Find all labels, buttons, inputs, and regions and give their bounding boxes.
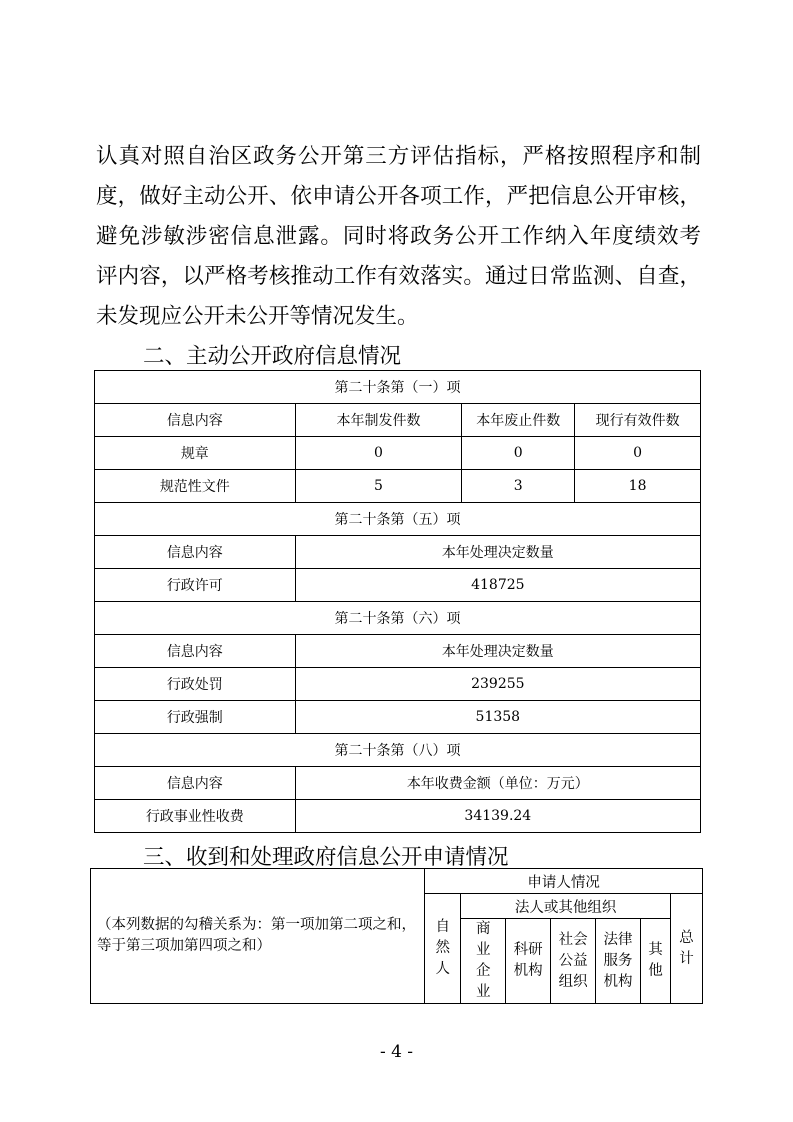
legal-col-label: 法律服务机构 <box>603 931 633 990</box>
body-paragraph <box>96 137 701 337</box>
table-cell: 3 <box>462 470 575 503</box>
header-cell: 信息内容 <box>95 536 296 569</box>
paragraph-line: 评内容，以严格考核推动工作有效落实。通过日常监测、自查， <box>96 264 701 289</box>
legal-col-header <box>641 919 671 1004</box>
table-header-row <box>95 635 701 668</box>
legal-entity-header: 法人或其他组织 <box>461 894 671 919</box>
row-label: 行政事业性收费 <box>95 800 296 833</box>
table-cell: 418725 <box>295 569 700 602</box>
natural-person-label: 自然人 <box>435 919 451 978</box>
section-2-heading: 二、主动公开政府信息情况 <box>143 344 402 369</box>
total-label: 总计 <box>679 929 694 967</box>
header-cell: 信息内容 <box>95 404 296 437</box>
header-cell: 本年处理决定数量 <box>295 536 700 569</box>
legal-col-label: 科研机构 <box>513 942 543 980</box>
table-cell: 51358 <box>295 701 700 734</box>
page-number: - 4 - <box>379 1042 414 1062</box>
note-cell: （本列数据的勾稽关系为：第一项加第二项之和，等于第三项加第四项之和） <box>91 869 425 1004</box>
table-row <box>95 701 701 734</box>
paragraph-line: 避免涉敏涉密信息泄露。同时将政务公开工作纳入年度绩效考 <box>96 224 701 249</box>
table-row <box>95 734 701 767</box>
header-cell: 本年废止件数 <box>462 404 575 437</box>
paragraph-line: 度，做好主动公开、依申请公开各项工作，严把信息公开审核， <box>96 184 701 209</box>
section-title-cell: 第二十条第（八）项 <box>95 734 701 767</box>
header-cell: 本年收费金额（单位：万元） <box>295 767 700 800</box>
section-title-cell: 第二十条第（一）项 <box>95 371 701 404</box>
table-cell: 0 <box>462 437 575 470</box>
table-header-row <box>95 767 701 800</box>
legal-col-header <box>596 919 641 1004</box>
row-label: 行政许可 <box>95 569 296 602</box>
legal-col-header <box>551 919 596 1004</box>
table-row <box>95 503 701 536</box>
row-label: 行政处罚 <box>95 668 296 701</box>
section-3-heading: 三、收到和处理政府信息公开申请情况 <box>143 845 509 870</box>
applicant-header: 申请人情况 <box>425 869 703 894</box>
table-header-row <box>95 536 701 569</box>
row-label: 规章 <box>95 437 296 470</box>
paragraph-line: 未发现应公开未公开等情况发生。 <box>96 304 419 329</box>
table-row <box>95 437 701 470</box>
legal-col-header <box>506 919 551 1004</box>
table-row <box>95 569 701 602</box>
table-cell: 0 <box>575 437 701 470</box>
application-table <box>90 868 703 1004</box>
legal-col-label: 社会公益组织 <box>558 931 588 990</box>
natural-person-header <box>425 894 461 1004</box>
section-title-cell: 第二十条第（五）项 <box>95 503 701 536</box>
table-row <box>95 668 701 701</box>
table-cell: 18 <box>575 470 701 503</box>
table-header-row <box>91 869 703 894</box>
legal-col-header <box>461 919 506 1004</box>
total-header <box>670 894 702 1004</box>
table-cell: 5 <box>295 470 462 503</box>
legal-col-label: 商业企业 <box>475 921 491 1001</box>
table-cell: 34139.24 <box>295 800 700 833</box>
section-title-cell: 第二十条第（六）项 <box>95 602 701 635</box>
table-row <box>95 371 701 404</box>
proactive-disclosure-table <box>94 370 701 833</box>
header-cell: 现行有效件数 <box>575 404 701 437</box>
row-label: 行政强制 <box>95 701 296 734</box>
header-cell: 信息内容 <box>95 767 296 800</box>
table-cell: 0 <box>295 437 462 470</box>
table-cell: 239255 <box>295 668 700 701</box>
table-row <box>95 800 701 833</box>
paragraph-line: 认真对照自治区政务公开第三方评估指标，严格按照程序和制 <box>96 144 701 169</box>
header-cell: 本年制发件数 <box>295 404 462 437</box>
row-label: 规范性文件 <box>95 470 296 503</box>
header-cell: 本年处理决定数量 <box>295 635 700 668</box>
legal-col-label: 其他 <box>648 942 663 980</box>
table-row <box>95 470 701 503</box>
header-cell: 信息内容 <box>95 635 296 668</box>
table-header-row <box>95 404 701 437</box>
table-row <box>95 602 701 635</box>
